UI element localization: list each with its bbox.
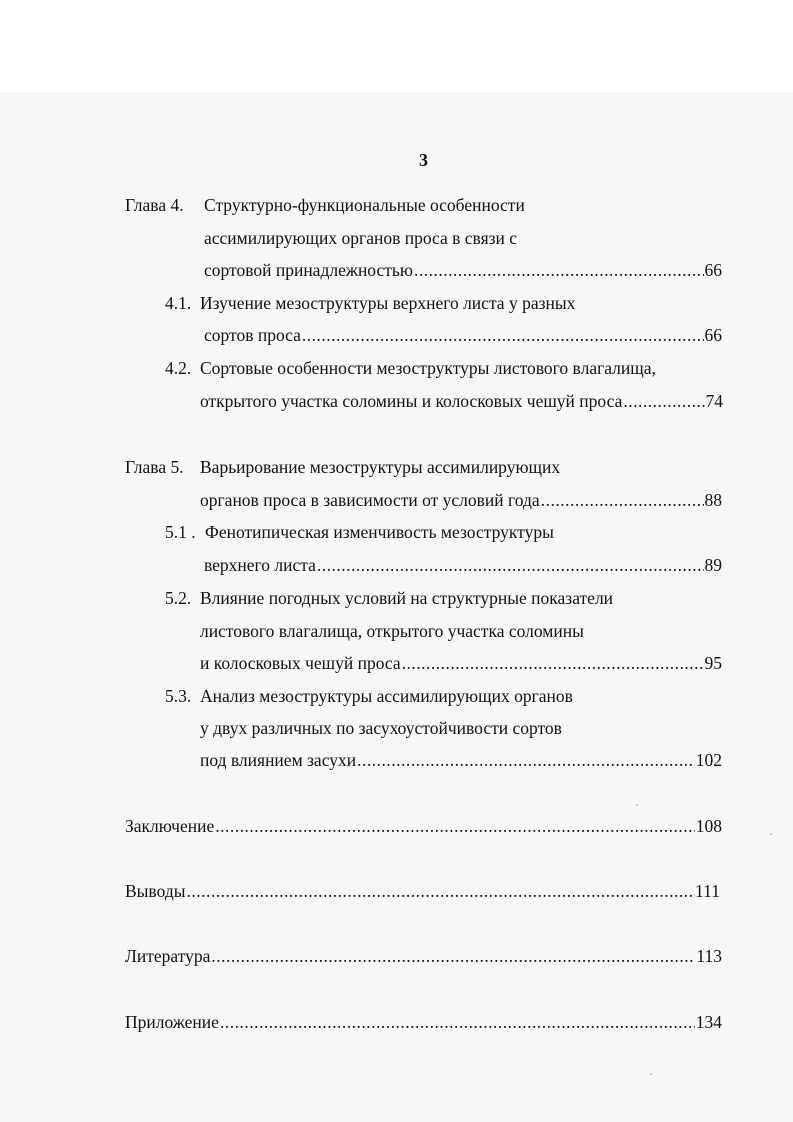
toc-chapter-4-label: Глава 4. [125, 195, 184, 215]
toc-chapter-4-title-line2: ассимилирующих органов проса в связи с [204, 228, 518, 248]
toc-chapter-5-label: Глава 5. [125, 457, 184, 477]
toc-findings-title: Выводы [125, 881, 186, 901]
toc-entry-section-4-2[interactable] [200, 389, 723, 413]
toc-chapter-4-title-line1: Структурно-функциональные особенности [204, 195, 525, 215]
toc-section-5-3-number: 5.3. [165, 686, 192, 706]
toc-section-5-3-title-line2: у двух различных по засухоустойчивости сортов [200, 718, 562, 738]
leader-dots [186, 879, 694, 903]
scan-speck [636, 804, 638, 806]
toc-entry-chapter-4[interactable] [204, 258, 722, 282]
toc-section-5-2-title-line1: Влияние погодных условий на структурные показатели [200, 588, 614, 608]
toc-section-4-1-number: 4.1. [165, 293, 192, 313]
toc-entry-section-5-2[interactable] [200, 651, 722, 675]
toc-appendix-title: Приложение [125, 1012, 219, 1032]
toc-section-5-1-title-line1: Фенотипическая изменчивость мезоструктуры [205, 522, 554, 542]
toc-section-5-1-number: 5.1 . [165, 522, 196, 542]
toc-conclusion-page: 108 [695, 816, 722, 836]
toc-section-5-2-number: 5.2. [165, 588, 192, 608]
leader-dots [317, 553, 704, 577]
toc-section-5-3-title-line1: Анализ мезоструктуры ассимилирующих органов [200, 686, 573, 706]
toc-section-5-1-page: 89 [704, 555, 722, 575]
toc-entry-literature[interactable] [125, 944, 722, 968]
toc-section-4-1-title-line1: Изучение мезоструктуры верхнего листа у разных [200, 293, 576, 313]
scan-margin [0, 0, 793, 92]
toc-chapter-4-page: 66 [704, 260, 722, 280]
toc-findings-page: 111 [695, 881, 720, 901]
toc-entry-section-5-1[interactable] [204, 553, 722, 577]
leader-dots [357, 748, 695, 772]
toc-chapter-5-title-line1: Варьирование мезоструктуры ассимилирующих [200, 457, 561, 477]
leader-dots [541, 488, 704, 512]
toc-entry-chapter-5[interactable] [200, 488, 722, 512]
leader-dots [402, 651, 704, 675]
toc-chapter-5-title-line2: органов проса в зависимости от условий года [200, 490, 540, 510]
toc-appendix-page: 134 [695, 1012, 722, 1032]
toc-section-4-2-number: 4.2. [165, 358, 192, 378]
toc-section-5-1-title-line2: верхнего листа [204, 555, 316, 575]
leader-dots [623, 389, 704, 413]
toc-chapter-5-page: 88 [704, 490, 722, 510]
toc-section-5-2-title-line3: и колосковых чешуй проса [200, 653, 401, 673]
toc-literature-page: 113 [696, 946, 722, 966]
toc-section-5-2-title-line2: листового влагалища, открытого участка соломины [200, 621, 584, 641]
toc-entry-section-5-3[interactable] [200, 748, 722, 772]
scan-speck [770, 833, 772, 835]
toc-section-5-2-page: 95 [704, 653, 722, 673]
toc-chapter-4-title-line3: сортовой принадлежностью [204, 260, 413, 280]
toc-section-4-1-page: 66 [704, 325, 722, 345]
toc-section-4-2-title-line1: Сортовые особенности мезоструктуры листового влагалища, [200, 358, 656, 378]
leader-dots [414, 258, 704, 282]
toc-section-5-3-page: 102 [695, 750, 722, 770]
leader-dots [220, 1010, 695, 1034]
toc-section-4-2-page: 74 [705, 391, 723, 411]
toc-conclusion-title: Заключение [125, 816, 215, 836]
toc-entry-appendix[interactable] [125, 1010, 722, 1034]
leader-dots [215, 814, 695, 838]
toc-section-4-2-title-line2: открытого участка соломины и колосковых чешуй проса [200, 391, 623, 411]
leader-dots [302, 323, 704, 347]
toc-section-5-3-title-line3: под влиянием засухи [200, 750, 357, 770]
toc-entry-section-4-1[interactable] [204, 323, 722, 347]
toc-literature-title: Литература [125, 946, 211, 966]
toc-entry-conclusion[interactable] [125, 814, 722, 838]
leader-dots [211, 944, 695, 968]
page-number: 3 [419, 150, 428, 170]
toc-section-4-1-title-line2: сортов проса [204, 325, 301, 345]
scan-speck [650, 1073, 652, 1075]
toc-entry-findings[interactable] [125, 879, 720, 903]
